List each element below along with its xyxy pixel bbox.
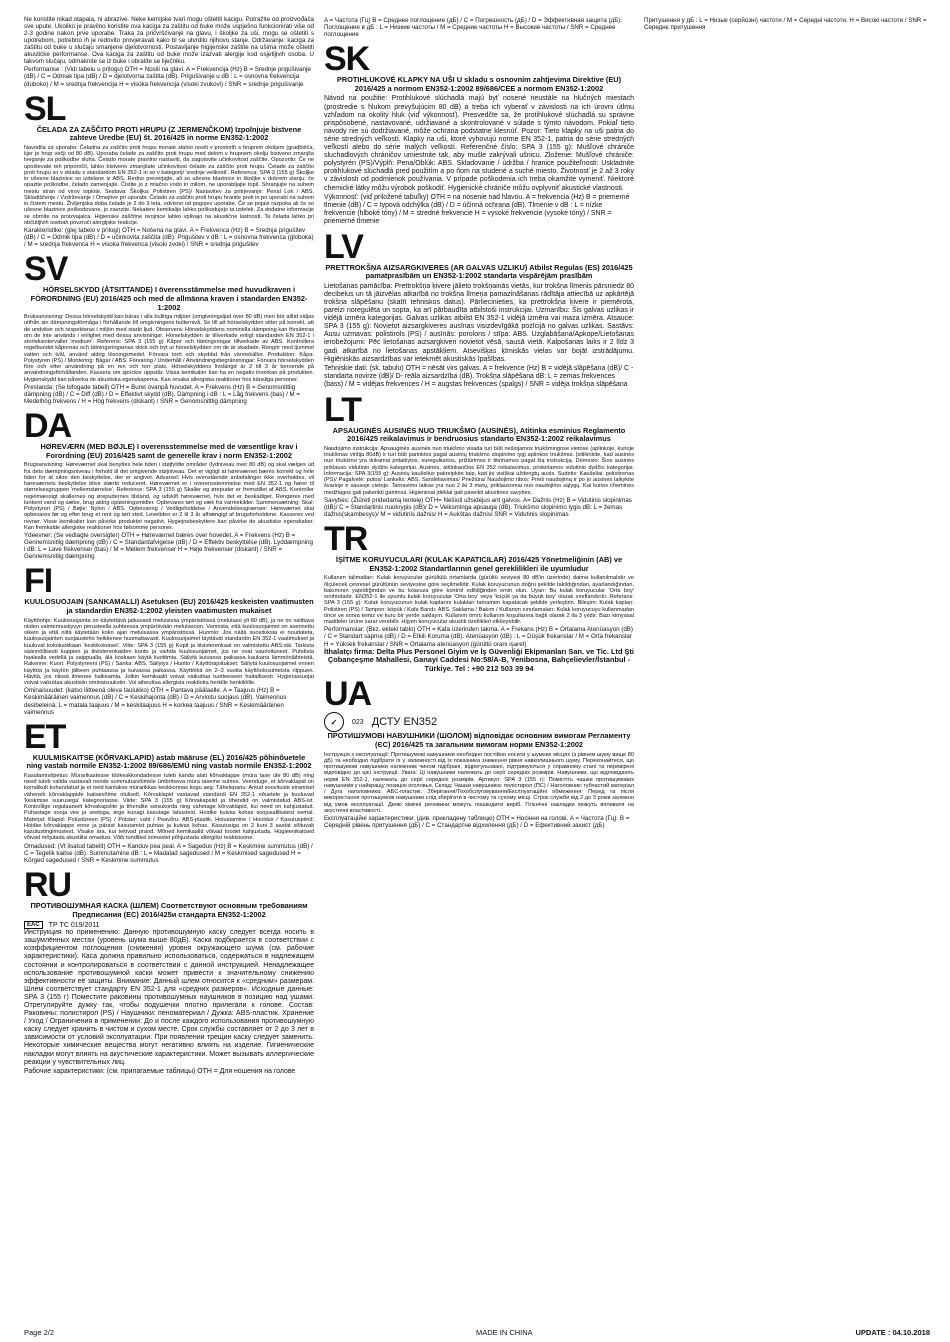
et-legend: Omadused: (Vt lisatud tabelit) OTH = Kanduv pea peal. A = Sagedus (Hz) B = Keskmine summutus (dB) / C = Tegelik kaitse (dB). Summutamine dB : L = Madalad sagedused / M = Keskmised sagedused H = Kõrged sagedused / SNR = Keskmine summutus xyxy=(24,842,313,864)
sk-heading: PROTIHLUKOVÉ KLAPKY NA UŠI U skladu s osnovním zahtjevima Direktive (EU) 2016/425 a normom EN352-1:2002 89/686/CEE a normom EN352-1:2002 xyxy=(336,75,622,93)
column-1 xyxy=(24,16,314,1326)
page-number: Page 2/2 xyxy=(24,1328,55,1337)
language-code-lt: LT xyxy=(324,390,362,429)
lv-text: Lietošanas pamācība: Prettrokšņa ķivere jālieto trokšņainās vietās, kur trokšņa līmenis pārsniedz 80 decibelus un tā jāizvēlas atkarībā no trokšņa līmeņa pamazināšanas rādītāja attiecībā uz apkārtējā trokšņa slāpēšanu (skatīt tehniskos datus). Pārliecinieties, ka prettrokšņa ķivere ir piemērota, pareizi noregulēta un sopta, ka arī pārbaudīta atbilstoši instrukcijai. Uzmanību: Šis galvas uzlikas ir vidējā izmēra kategorijas. Galvas uzlikas atbilst EN 352-1 vidējā izmēra vai maza izmēra. Atsauce: SPA 3 (155 g): Novietot aizsargkiveres ausīnas visizdevīgākā pozīcijā no galvas uzlikas. Sastāvs: Ausu uzmavas: polistirols (PS) / ausīnās: porolons / stīpa: ABS. Uzglabāšana/Apkope/Lietošanas ierobežojumi: Pēc lietošanas aizsargkiveri novietot vēsā, sausā vietā. Kalpošanas laiks ir 2 līdz 3 gadi atkarībā no lietošanas apstākļiem. Atsevišķas ķīmiskās vielas var bojāt izstrādājumu. Higiēniskās aizsardzības var ietekmēt akustiskās īpašības. xyxy=(324,282,634,363)
sk-legend: Výkonnosť: (viď priložené tabuľky) OTH = na nosenie nad hlavou. A = frekvencia (Hz) B = priemerné tlmenie (dB) / C = typová odchýlka (dB) / D = účinná ochrana (dB). Tlmenie v dB : L = nízke frekvencie (hlboké tóny) / M = stredné frekvencie H = vysoké frekvencie (vysoké tóny) / SNR = priemerné tlmenie xyxy=(324,193,630,225)
column-2 xyxy=(324,16,634,1326)
hr-text: Ne koristite nikad otapala, ni abrazive. Neke kemijske tvari mogu oštetiti kacigu. Potražite od proizvođača sve upute. Ukoliko je pravilno koristite ova kaciga za zaštitu od buke može uspješno funkcionirati više od 2-3 godine nakon prve uporabe. Traka za pričvršćivanje na glavu, i školjke za uši, mogu se oštetiti s upotrebom, potrebno ih je redovito provjeravati kako bi se utvrdilo njihovo stanje. Održavanje: kaciga za zaštitu od buke u slučaju smanjene djelotvornosti. Postavljanje higijenske zaštite na ušima može oštetiti akustičke performanse. Ova kaciga za zaštitu od buke može izazvati alergije kod osjetljivih osoba. U takvom slučaju, odmaknite se iz buke i obratite se liječniku. xyxy=(24,16,314,66)
ua-legend: Експлуатаційні характеристики: (див. прикладену таблицю) OTH = Носіння на голові. A = Частота (Гц). B = Середній рівень притушення (дБ) / C = Стандартне відхилення (дБ) / D = Ефективний захист (дБ) xyxy=(324,815,630,830)
section-tr xyxy=(324,522,634,673)
ua-heading: ПРОТИШУМОВІ НАВУШНИКИ (ШОЛОМ) відповідає основним вимогам Регламенту (ЄС) 2016/425 та загальним вимогам норми EN352-1:2002 xyxy=(327,731,631,750)
sl-heading: ČELADA ZA ZAŠČITO PROTI HRUPU (Z JERMENČKOM) Izpolnjuje bistvene zahteve Uredbe (EU) št. 2016/425 in norme EN352-1:2002 xyxy=(36,124,302,143)
da-heading: HØREVÆRN (MED BØJLE) I overensstemmelse med de væsentlige krav i Forordning (EU) 2016/425 samt de generelle krav i norm EN352-1:2002 xyxy=(40,442,298,460)
fi-text: Käyttöohje: Kuulosuojainta on käytettävä jatkuvasti meluisissa ympäristöissä (melutaso yli 80 dB), ja ne on valittava niiden vaimennuskyvyn perusteella suhteessa ympäröivään melutasoon. Varmista, että kuulosuojaimet on asennettu oikein ja että niitä käytetään koko ajan meluisassa ympäristössä. Huomio: Jos näitä suosituksia ei noudateta, kuulosuojainten suojausteho heikkenee huomattavasti. Kuulosuojaimet täyttävät standardin EN 352-1 vaatimukset ja kuuluvat kokoluokkaan 'keskikokoiset'. Viite: SPA 3 (155 g) Kupit ja tiivisterenkaat on valmistettu ABS:stä. Tarkista säännöllisesti kuppien ja tiivisterenkaiden kunto ja vaihda kuulosuojaimet, jos ne ovat vaurioituneet. Puhdista haalealla vedellä ja saippualla, älä koskaan käytä liuottimia. Säilytä kuivassa paikassa kaukana lämmönlähteistä. Rakenne: Kuori: Polystyreeni (PS) / Sanka: ABS. Säilytys / Huolto / Käyttörajoitukset: Säilytä kuulosuojaimet ennen käyttöä ja käytön jälkeen puhtaassa ja kuivassa paikassa. Käyttöikä on 2–3 vuotta käyttöolosuhteista riippuen. Hävitä, jos niissä ilmenee halkeamia. Jotkin kemikaalit voivat vaikuttaa tuotteeseen haitallisesti. Hygieniasuojat voivat vaikuttaa akustisiin ominaisuuksiin. Voi aiheuttaa allergisia reaktioita herkille henkilöille. xyxy=(24,617,314,687)
section-lt xyxy=(324,390,634,519)
ua-conformity-mark-icon: ✓ xyxy=(324,712,344,732)
ua-notified-body: 023 xyxy=(352,718,364,726)
ru-legend: Рабочие характеристики: (см. прилагаемые таблицы) OTH = Для ношения на голове xyxy=(24,1067,296,1075)
et-text: Kasutamisõpetus: Mürarikastesse töökeskkondadesse tuleb kanda alati kõrvaklappe (müra tase üle 80 dB) ning need tuleb valida vastavalt nende summutusvõimele ümbritseva müra taseme suhtes. Veenduge, et kõrvaklapid on korralikult kohandatud ja et neid kantakse mürarikkas keskkonnas kogu aeg. Tähelepanu: Antud soovituste eiramisel väheneb kõrvaklappide kaitsevõime oluliselt. Kõrvaklapid vastavad standardi EN 352-1 nõuetele ja kuuluvad 'keskmise suurusega' kategooriasse. Viide: SPA 3 (155 g) Kõrvakapslid ja tihendid on valmistatud ABS-ist. Kontrollige regulaarselt kõrvakapslite ja tihendite seisukorda ning vahetage kõrvaklapid, kui need on kahjustatud. Puhastage sooja vee ja seebiga, ärge kunagi kasutage lahusteid. Hoidke kuivas kohas soojusallikatest eemal. Materjal: Klapid: Polüstüreen (PS) / Polster: vaht / Peavõru: ABS-plastik. Hoiustamine / Hooldus / Kasutuspiirid: Hoidke kõrvaklappe enne ja pärast kasutamist puhtas ja kuivas kohas. Kasutusiga on 2 kuni 3 aastat sõltuvalt kasutustingimustest. Visake ära, kui tekivad praod. Mõned kemikaalid võivad toodet kahjustada. Hügieenikaitsed võivad mõjutada akustilisi omadusi. Võib tundlikel inimestel põhjustada allergilisi reaktsioone. xyxy=(24,772,314,842)
origin-label: MADE IN CHINA xyxy=(476,1328,533,1337)
sl-legend: Karakteristike: (glej tabelo v prilogi) OTH = Nošena na glavi. A = Frekvenca (Hz) B = Srednja prigušitev (dB) / C = Odmik tipa (dB) / D = učinkovita zaščita (dB). Prigušitev v dB : L = osnovna frekvenca (globoka) / M = srednja frekvenca H = visoka frekvenca (visoki zvoki) / SNR = srednja prigušitev xyxy=(24,227,314,249)
tr-text: Kullanım talimatları: Kulak koruyucular gürültülü ortamlarda (gürültü seviyesi 80 dB'in üzerinde) daima kullanılmalıdır ve ölçülecek çevresel gürültünün seviyesine göre seçilmelidir. Kulak koruyucunun doğru şekilde takıldığından, ayarlandığından, bakımının yapıldığından ve bu kılavuza göre kontrol edildiğinden emin olun. Uyarı: Bu kulak koruyucular 'Orta boy' sınıfındadır. EN352-1 ile uyumlu kulak koruyucular 'Orta boy' veya 'küçük ya da büyük boy' olarak sınıflandırılır. Referans: SPA 3 (155 g): Kulak koruyucunun kulak kaplarını kulakları tamamen kapatacak şekilde yerleştirin. Bileşim: Kulak kapları: Polistiren (PS) / Tampon: köpük / Kafa Bandı: ABS. Saklama / Bakım / Kullanım sınırlamaları: Kulak koruyucuyu kullanmadan önce ve sonra temiz ve kuru bir yerde saklayın. Kullanım ömrü kullanım koşullarına bağlı olarak 2 ila 3 yıldır. Bazı kimyasal maddeler ürüne zarar verebilir. Hijyen koruyucular akustik özellikleri etkileyebilir. xyxy=(324,575,634,626)
sk-text: Návod na použitie: Protihlukové slúchadlá majú byť nosené neustále na hlučných miestach (prostredie s hlukom prevyšujúcim 80 dB) a treba ich vyberať v závislosti na ich úrovni útlmu vzhľadom na okolitý hluk (viď výkonnosť). Presvedčte sa, že protihlukové slúchadlá su správne prispôsobené, nastavované, udržiavané a skontrolované v súlade s týmto návodom. Pokiaľ tieto návody nie sú dodržiavané, môže ochrana podstatne klesnúť. Pozor: Tieto klapky na uši patria do série stredných veľkostí. Klapky na uši, ktoré vyhovujú norme EN 352-1, patria do série stredných veľkostí alebo do série malých veľkostí. Referenčné číslo: SPA 3 (155 g): Mušľové chrániče sluchadlových chráničov umiestnite tak, aby mušle zakrývali ušnicu. Zloženie: Mušľové chrániče: polystyrén (PS)/Výplň: Pena/Oblúk: ABS. Skladovanie / údržba / hranice použiteľnosti: Uskladnite protihlukové slúchadlá pred použitím a po ňom na studené a suché miesto. Životnosť je 2 až 3 roky v závislosti od podmienok používania. V prípade poškodenia ich treba okamžite vymeniť. Niektoré chemické látky môžu výrobok poškodiť. Hygienické chrániče môžu ovplyvniť akustické vlastnosti. xyxy=(324,95,634,192)
ua-legend-continued: Притушення у дБ : L = Низькі (серйозні) частоти / M = Середні частоти. H = Високі частоти / SNR = Середнє притушення xyxy=(644,17,927,32)
language-code-sk: SK xyxy=(324,40,370,79)
sv-heading: HÖRSELSKYDD (ÅTSITTANDE) I överensstämmelse med huvudkraven i FÖRORDNING (EU) 2016/425 och med de allmänna kraven i standarden EN352-1:2002 xyxy=(30,285,308,312)
lv-heading: PRETTROKŠŅA AIZSARGKIVERES (AR GALVAS UZLIKU) Atbilst Regulas (ES) 2016/425 pamatprasībām un EN352-1:2002 standarta vispārējām prasībām xyxy=(325,262,633,281)
column-3 xyxy=(644,16,930,1326)
hr-legend: Performanse : (Vidi tabelu u prilogu) OTH = Nosili na glavi. A = Frekvencija (Hz) B = Srednje prigušivanje (dB) / C = Odmak tipa (dB) / D = djelotvorna zaštita (dB). Prigušivanje u dB : L = osnovna frekvencija (duboko) / M = srednja frekvencija H = visoka frekvencija (visoki zvukovi) / SNR = srednje prigušivanje xyxy=(24,66,311,88)
language-code-da: DA xyxy=(24,407,72,446)
tr-importer: İthalatçı firma: Delta Plus Personel Giyim ve İş Güvenliği Ekipmanları San. ve Tic. Ltd Şti Çobançeşme Mahallesi, Ganayi Caddesi No:58/A-B, Yenibosna, Bahçelievler/İstanbul - Türkiye. Tel : +90 212 503 39 94 xyxy=(324,646,634,673)
section-sl xyxy=(24,89,314,249)
sl-text: Navodila za uporabo: Čeladna za zaščito proti hrupu morate stalno nositi v prostorih s hrupnim okoljem (gradbišča, kjer je hrup večji od 80 dB). Uporaba čelade za zaščito proti hrupu med delom v hrupnem okolju bistveno zmanjša tveganje za poškodbe sluha. Čelado morate pravilno nastaviti, da zagotovite učinkovitost zaščite. Opozorilo: Če ne upoštevate teh priporočil, lahko bistveno zmanjšate učinkovitost čelade za zaščito proti hrupu. Čelade za zaščito proti hrupu so v skladu s standardom EN 352-1 in so v kategoriji 'srednje velikosti'. Referenca: SPA 3 (155 g) Školjke in ušesne blazinice so izdelane iz ABS. Redno preverjajte, ali so ušesne blazinice in školjke v dobrem stanju; če opazite poškodbe, čelado zamenjajte. Čistite jo z mlačno vodo in milom, ne uporabljajte topil. Shranjujte na suhem mestu stran od virov toplote. Sestava: Školjka: Polistiren (PS)/ Nastavitev za pritrjevanje: Penal Lok / ABS. Skladiščenje / Vzdrževanje / Omejitve pri uporabi: Čelado za zaščito proti hrupu hranite proti in po uporabi na suhem in čistem mestu. Življenjska doba čelade je 2 do 3 leta, odvisno od pogojev uporabe. Če se pojavi razpoka ali če so ušesne blazinice poškodovane, jo zavrzite. Nekatere kemikalije lahko poškodujejo ta izdelek. Za dodatne informacije se obrnite na proizvajalca. Higienske zaščitne ovojnice lahko vplivajo na akustične lastnosti. Ta čelada lahko pri občutljivih osebah povzroči alergijske reakcije. xyxy=(24,144,314,226)
ru-text: Инструкция по применению: Данную противошумную каску следует всегда носить в зашумлённых местах (уровень шума выше 80дБ). Каска подбирается в соответствии с коэффициентом поглощения (снижения) уровня окружающего шума (см. рабочие характеристики). Каса должна правильно использоваться, содержаться в надлежащем состоянии и контролироваться в соответствии с данной инструкцией. Ненадлежащее использование противошумной каски может привести к значительному снижению эффективности её защиты. Внимание: Данный шлем относится к «средним» размерам. Шлем соответствует стандарту EN 352-1 для «средних размеров». Исходные данные: SPA 3 (155 г) Поместите раковины противошумных наушников в позицию над ушами. Отрегулируйте дужку так, чтобы подушечки плотно прилегали к голове. Состав: Раковины: полистирол (PS) / Наушники: пеноматериал / Дужка: ABS-пластик. Хранение / Уход / Ограничения в применении: До и после каждого использования противошумную каску следует хранить в чистом и сухом месте. Срок службы составляет от 2 до 3 лет в зависимости от условий эксплуатации. При появлении трещин каску следует заменить. Некоторые химические вещества могут негативно влиять на изделие. Гигиенические накладки могут влиять на акустические характеристики. Может вызывать аллергические реакции у чувствительных лиц. xyxy=(24,929,314,1066)
ua-standard: ДСТУ EN352 xyxy=(371,716,438,729)
da-legend: Ydeevner: (Se vedlagte oversigter) OTH = Høreværnet bæres over hovedet. A = Frekvens (Hz) B = Gennemsnitlig dæmpning (dB) / C = Standardafvigelse (dB) / D = Effektiv beskyttelse (dB). Lyddæmpning i dB: L = Lave frekvenser (bas) / M = Mellem frekvenser H = Høje frekvenser (diskant) / SNR = Gennemsnitlig dæmpning xyxy=(24,532,313,561)
language-code-et: ET xyxy=(24,717,66,756)
tr-heading: İŞİTME KORUYUCULARI (KULAK KAPATICILAR) 2016/425 Yönetmeliğinin (AB) ve EN352-1:2002 Standartlarının genel gereklilikleri ile uyumludur xyxy=(335,555,623,573)
ua-certification xyxy=(324,712,634,732)
language-code-lv: LV xyxy=(324,227,363,266)
sv-text: Bruksanvisning: Dessa hörselskydd kan bäras i alla bullriga miljöer (omgivningsljud över 80 dB) men bör alltid väljas utifrån sin dämpningsförmåga i förhållande till omgivningens bullernivå. Se till att hörselskydden sitter på korrekt, att de undviker och respekteras i miljön med starkt ljud. Observera: Hörselskyddens nominella dämpning kan försämras om de inte används i enlighet med dessa anvisningar. Hörselskydden är tillverkade enligt standarden EN 352-1 i storleksintervallet 'medium'. Referens: SPA 3 (155 g) Kåpor och tätningsringar tillverkade av ABS. Kontrollera regelbundet kåpornas och tätningsringarnas skick och byt ut hörselskydden om de är skadade. Rengör med ljummet vatten och tvål, använd aldrig lösningsmedel. Förvara torrt och skyddat från värmekällor. Produktion: Kåpa: Polystyren (PS) / Montering: Bågar / ABS. Förvaring / Underhåll / Användningsbegränsningar: Förvara hörselskydden före och efter användning på en ren och torr plats. Hörselskyddens livslängd är 2 till 3 år beroende på användningsförhållanden. Kassera om sprickor uppstår. Vissa kemikalier kan ha en negativ inverkan på produkten. Hygienskydd kan påverka de akustiska egenskaperna. Kan orsaka allergiska reaktioner hos känsliga personer. xyxy=(24,314,314,383)
section-lv xyxy=(324,227,634,389)
sv-legend: Prestanda: (Se bifogade tabell) OTH = Buret ovanpå huvudet. A = Frekvens (Hz) B = Genomsnittlig dämpning (dB) / C = Diff (dB) / D = Effektivt skydd (dB). Dämpning i dB : L = Låg frekvens (bas) / M = Medelhög frekvens / H = Hög frekvens (diskant) / SNR = Genomsnittlig dämpning xyxy=(24,383,301,406)
language-code-fi: FI xyxy=(24,562,53,601)
lt-text: Naudojimo instrukcija: Apsauginės ausinės nuo triukšmo visada turi būti nešiojamos triukšmingose vietose (aplinkoje, kurioje triukšmas viršija 80dB) ir turi būti parinktos pagal ausinių triukšmo slopinimo lygį aplinkos triukšmui. Įsitikinkite, kad ausinės nuo triukšmo yra tinkamai pritaikytos, sureguliuotos, prižiūrimos ir tikrinamos pagal šią instrukciją. Dėmesio: Šios ausinės priklauso vidutinio dydžio kategorijai. Ausinės, atitinkančios EN 352 reikalavimus, priskiriamos vidutinio dydžio kategorijai. Informacija: SPA 3(155 g): Ausinių kaušelius pakreipkite taip, kad jie visiškai uždengtų ausis. Sudėtis: Kaušeliai: polistirenas (PS)/ Pagalvėlė: putos/ Lankelis: ABS. Sandėliavimas/ Priežiūra/ Naudojimo ribos: Prieš naudojimą ir po jo ausines laikykite švarioje ir sausoje vietoje. Tarnavimo laikas yra nuo 2 iki 3 metų, priklausomai nuo naudojimo sąlygų. Kai kurios cheminės medžiagos gali pakenkti gaminiui. Higieniniai įdėklai gali paveikti akustines savybes. xyxy=(324,445,634,496)
tr-legend: Performanslar: (Bkz. ekteki tablo) OTH = Kafa üzerinden takma. A = Frekans (Hz) B = Ortalama Atenüasyon (dB) / C = Standart sapma (dB) / D = Etkili Koruma (dB). Atenüasyon (dB) : L = Düşük frekanslar / M = Orta frekanslar H = Yüksek frekanslar / SNR = Ortalama atenüasyon (gürültü oranı işaret) xyxy=(324,626,633,648)
ru-heading: ПРОТИВОШУМНАЯ КАСКА (ШЛЕМ) Соответствуют основным требованиям Предписания (ЕС) 2016/425и стандарта EN352-1:2002 xyxy=(30,900,308,919)
language-code-ua: UA xyxy=(324,675,372,714)
fi-heading: KUULOSUOJAIN (SANKAMALLI) Asetuksen (EU) 2016/425 keskeisten vaatimusten ja standardin EN352-1:2002 yleisten vaatimusten mukaiset xyxy=(24,597,314,616)
lv-legend: Tehniskie dati: (sk. tabulu) OTH = nēsāt virs galvas. A = frekvence (Hz) B = vidējā slāpēšana (dB)/ C - standarta novirze (dB)/ D- reāla aizsardzība (dB). Trokšņa slāpēšana dB: L = zemas frekvences (bass) / M = vidējas frekvences / H = augstas frekvences (spalgs) / SNR = vidēja trokšņa slāpēšana xyxy=(324,364,634,388)
ua-text: Інструкція з експлуатації: Протишумові навушники необхідно постійно носити у шумних місцях (з рівнем шуму вище 80 дБ) та необхідно підібрати їх у залежності від їх показника зниження рівня навколишнього шуму. Переконайтеся, що протишумові навушники належним чином підібрані, відрегульовані, підтримуються у справному стані та перевірені відповідно до цієї інструкції. Увага: Ці навушники належать до серії середніх розмірів. Навушники, що відповідають нормі EN 352-1, належать до серії середніх розмірів. Артикул: SPA 3 (155 г): Помістіть чашки протишумових навушників у найкращу позицію оголовья. Склад: Чашки навушника: полістирол (ПС) / Наголовник: губчастий матеріал / Дуга наголовника: АБС-пластик. Зберігання/Техобслуговування/Експлуатаційні обмеження: Перед та після використання протишумові навушники слід зберігати в чистому та сухому місці. Строк служби від 2 до 3 років залежно від умов експлуатації. Деякі хімічні речовини можуть пошкодити виріб. Гігієнічні накладки можуть впливати на акустичні властивості. xyxy=(324,751,634,814)
section-da xyxy=(24,409,314,560)
section-ru xyxy=(24,865,314,1076)
update-date: UPDATE : 04.10.2018 xyxy=(855,1328,930,1337)
instruction-leaflet xyxy=(24,16,930,1316)
page-footer xyxy=(24,1327,930,1339)
eac-mark-icon: EAC xyxy=(24,921,43,929)
language-code-ru: RU xyxy=(24,865,72,904)
section-ru-tail xyxy=(324,17,634,38)
et-heading: KUULMISKAITSE (KÕRVAKLAPID) astab määruse (EL) 2016/425 põhinõuetele ning vastab normile EN352-1:2002 89/686/EMÜ ning vastab normile EN352-1:2002 xyxy=(26,752,312,771)
language-code-tr: TR xyxy=(324,520,368,559)
section-fi xyxy=(24,564,314,715)
section-sk xyxy=(324,42,634,225)
section-et xyxy=(24,717,314,864)
section-hr-tail xyxy=(24,16,314,88)
lt-legend: Savybės: (Žiūrėti pridedamą lentelę) OTH= Nešioti užsidėjus ant galvos. A= Dažnis (Hz) B = Vidutinis slopinimas (dB)/ C = Standartinis nuokrypis (dB)/ D = Veiksminga apsauga (dB). Triukšmo slopinimo lygis dB: L = žemas dažnis(skambesys)/ M = vidutinis dažnis/ H = Aukštas dažnis/ SNR = Vidutinis slopinimas xyxy=(324,496,632,519)
section-ua xyxy=(324,677,634,829)
ru-certification-text: ТР ТС 019/2011 xyxy=(48,921,100,929)
lt-heading: APSAUGINĖS AUSINĖS NUO TRIUKŠMO (AUSINĖS), Atitinka esminius Reglamento 2016/425 reikalavimus ir bendruosius standarto EN352-1:2002 reikalavimus xyxy=(332,425,626,444)
ru-certification xyxy=(24,921,314,929)
fi-legend: Ominaisuudet: (katso liitteenä oleva taulukko) OTH = Pantava päälaelle. A = Taajuus (Hz) B = Keskimääräinen vaimennus (dB) / C = Keskihajonta (dB) / D = Arvioitu suojaus (dB). Vaimennus desibeleinä: L = matala taajuus / M = keskitaajuus H = korkea taajuus / SNR = Keskimääräinen vaimennus xyxy=(24,687,287,716)
section-sv xyxy=(24,252,314,405)
da-text: Brugsanvisning: Høreværnet skal benyttes hele tiden i støjfyldte områder (lydniveau over 80 dB) og skal vælges ud fra dets dæmpningsniveau i forhold til det omgivende støjniveau. Det er vigtigt at høreværnet bæres korrekt og hele tiden for at sikre den beskyttelse, der er angivet. Advarsel: Hvis ovenstående anbefalinger ikke overholdes, vil høreværnets beskyttelse blive stærkt reduceret. Høreværnet er i overensstemmelse med EN 352-1 og hører til størrelsesgruppen 'mellemstørrelse'. Reference: SPA 3 (155 g) Skaller og ørepuder er fremstillet af ABS. Kontroller regelmæssigt skallernes og ørepudernes tilstand, og udskift høreværnet, hvis det er beskadiget. Rengøres med lunkent vand og sæbe, brug aldrig opløsningsmidler. Opbevares tørt og væk fra varmekilder. Sammensætning: Skal: Polystyren (PS) / Bøjle: Nylon / ABS. Opbevaring / Vedligeholdelse / Anvendelsesgrænser: Høreværnet skal opbevares før og efter brug et rent og tørt sted. Levetiden er 2 til 3 år afhængigt af brugsforholdene. Kasseres ved revner. Visse kemikalier kan påvirke produktet negativt. Hygiejnebeskyttere kan påvirke de akustiske egenskaber. Kan fremkalde allergiske reaktioner hos følsomme personer. xyxy=(24,462,314,531)
ru-legend-continued: A = Частота (Гц) B = Среднее поглощение (дБ) / C = Погрешность (дБ) / D = Эффективная защита (дБ). Поглощение в дБ : L = Низкие частоты / M = Средние частоты H = Высокие частоты / SNR = Среднее поглощение xyxy=(324,17,623,39)
language-code-sl: SL xyxy=(24,89,66,128)
language-code-sv: SV xyxy=(24,250,68,289)
